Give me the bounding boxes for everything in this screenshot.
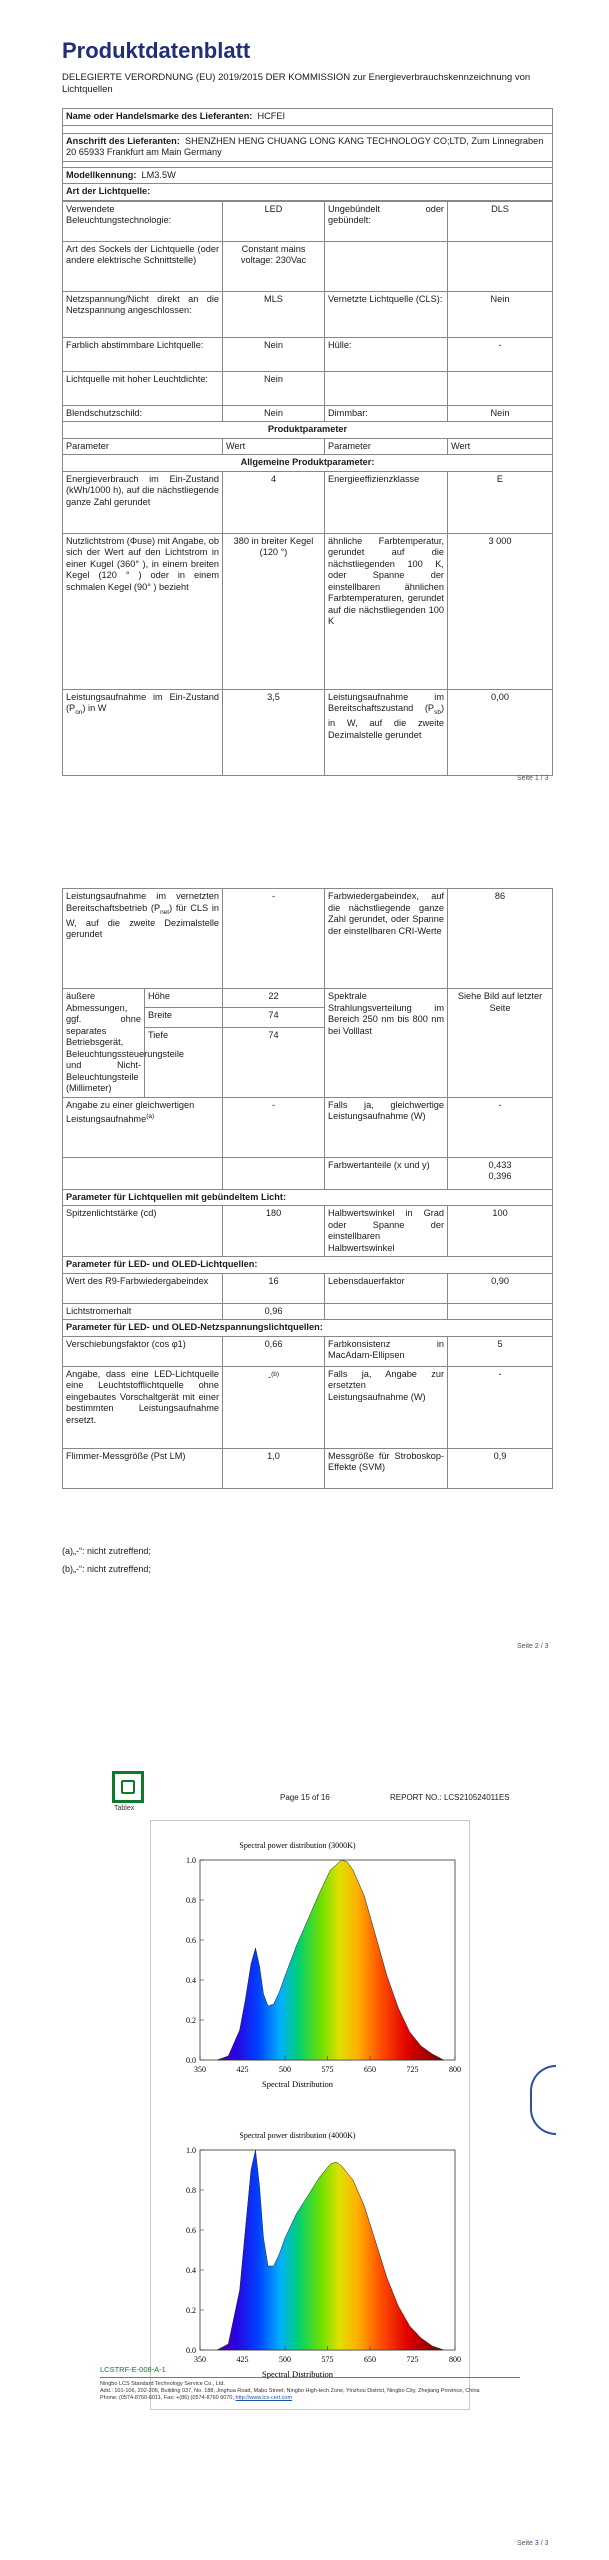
dim-width-value: 74 [223,1008,325,1027]
efficiency-class-value: E [448,471,553,533]
supplier-address: SHENZHEN HENG CHUANG LONG KANG TECHNOLOGY CO;LTD, Zum Linnegraben 20 65933 Frankfurt am Main Germany [66,135,544,157]
x-tick-label: 500 [279,2355,291,2364]
regulation-text: DELEGIERTE VERORDNUNG (EU) 2019/2015 DER KOMMISSION zur Energieverbrauchskennzeichnung von Lichtquellen [62,72,531,95]
r9-value: 16 [223,1273,325,1303]
footnote-b: (b)„-“: nicht zutreffend; [62,1564,151,1574]
maint-label: Lichtstromerhalt [63,1303,223,1320]
standby-value: 0,00 [448,689,553,775]
y-tick-label: 0.6 [186,2226,196,2235]
x-tick-label: 500 [279,2065,291,2074]
y-tick-label: 0.8 [186,2186,196,2195]
y-tick-label: 0.4 [186,1976,196,1985]
x-tick-label: 425 [236,2065,249,2074]
svm-label: Messgröße für Stroboskop-Effekte (SVM) [325,1448,448,1488]
dim-height-value: 22 [223,989,325,1008]
page-number-3: Seite 3 / 3 [517,2540,549,2547]
supplier-address-row: Anschrift des Lieferanten: SHENZHEN HENG CHUANG LONG KANG TECHNOLOGY CO;LTD, Zum Linnegraben 20 65933 Frankfurt am Main Germany [63,133,553,161]
peak-value: 180 [223,1206,325,1257]
envelope-value: - [448,337,553,371]
beam-value: 100 [448,1206,553,1257]
replace-power-value: - [448,1366,553,1448]
y-tick-label: 1.0 [186,2146,196,2155]
footer-address: Ningbo LCS Standard Technology Service Co., Ltd. Add.: 101-106, 202-206, Building 037, No. 188, Jinghua Road, Mabu Street, Ningbo High-tech Zone, Yinzhou District, Ningbo City, Zhejiang Province, China Phone: (0574-8760-6011, Fax: +(86) (0574-8760 6070, http://www.lcs-cert.com [100,2381,480,2401]
glare-label: Blendschutzschild: [63,405,223,422]
datasheet-page-1 [62,108,552,776]
cct-value: 3 000 [448,533,553,689]
mains-value: MLS [223,291,325,337]
dim-width-label: Breite [145,1008,223,1027]
footnote-a: (a)„-“: nicht zutreffend; [62,1546,151,1556]
spectrum-series [217,2150,444,2350]
peak-label: Spitzenlichtstärke (cd) [63,1206,223,1257]
model-id: LM3.5W [141,169,176,180]
consistency-label: Farbkonsistenz in MacAdam-Ellipsen [325,1336,448,1366]
net-standby-value: - [223,889,325,989]
supplier-name: HCFEI [257,111,286,121]
dim-depth-label: Tiefe [145,1027,223,1097]
spectrum-charts [150,1820,470,2410]
maint-value: 0,96 [223,1303,325,1320]
flux-value: 380 in breiter Kegel (120 °) [223,533,325,689]
high-lum-label: Lichtquelle mit hoher Leuchtdichte: [63,371,223,405]
page-number-2: Seite 2 / 3 [517,1643,549,1650]
dimmable-label: Dimmbar: [325,405,448,422]
led-header: Parameter für LED- und OLED-Lichtquellen: [63,1257,553,1274]
light-source-table [62,201,553,776]
page-number-1: Seite 1 / 3 [517,775,549,782]
r9-label: Wert des R9-Farbwiedergabeindex [63,1273,223,1303]
general-params-header: Allgemeine Produktparameter: [63,455,553,472]
x-tick-label: 725 [406,2355,419,2364]
product-params-header: Produktparameter [63,422,553,439]
model-row: Modellkennung: LM3.5W [63,167,553,184]
x-tick-label: 575 [321,2065,334,2074]
glare-value: Nein [223,405,325,422]
directional-label: Ungebündelt oder gebündelt: [325,201,448,241]
dpf-value: 0,66 [223,1336,325,1366]
y-tick-label: 1.0 [186,1856,196,1865]
replace-label: Angabe, dass eine LED-Lichtquelle eine Leuchtstofflichtquelle ohne eingebautes Vorschaltgerät mit einer bestimmten Leistungsaufnahme ersetzt. [63,1366,223,1448]
y-tick-label: 0.2 [186,2306,196,2315]
footer-form-code: LCSTRF-E-008-A-1 [100,2365,166,2374]
replace-value: -$^{(b)}$ [223,1366,325,1448]
power-on-value: 3,5 [223,689,325,775]
directional-value: DLS [448,201,553,241]
standby-label: Leistungsaufnahme im Bereitschaftszustand $(P_{sb})$ in W, auf die zweite Dezimalstelle gerundet [325,689,448,775]
consistency-value: 5 [448,1336,553,1366]
spectrum-series [217,1860,444,2060]
x-tick-label: 800 [449,2355,461,2364]
svm-value: 0,9 [448,1448,553,1488]
directional-header: Parameter für Lichtquellen mit gebündeltem Licht: [63,1189,553,1206]
x-tick-label: 575 [321,2355,334,2364]
report-page-count: Page 15 of 16 [280,1793,330,1802]
logo-caption: Tablex [114,1805,135,1812]
lcs-logo-icon [112,1771,144,1803]
tunable-label: Farblich abstimmbare Lichtquelle: [63,337,223,371]
x-tick-label: 650 [364,2065,376,2074]
cls-value: Nein [448,291,553,337]
x-tick-label: 800 [449,2065,461,2074]
high-lum-value: Nein [223,371,325,405]
supplier-table [62,108,553,201]
x-tick-label: 350 [194,2355,206,2364]
equiv-value: - [223,1097,325,1157]
supplier-name-row: Name oder Handelsmarke des Lieferanten: HCFEI [63,109,553,126]
chart-title: Spectral power distribution (3000K) [239,1841,356,1850]
mains-header: Parameter für LED- und OLED-Netzspannungslichtquellen: [63,1320,553,1337]
y-tick-label: 0.6 [186,1936,196,1945]
footer-website-link[interactable]: http://www.lcs-cert.com [235,2395,293,2401]
x-axis-label: Spectral Distribution [261,2369,334,2379]
cap-value: Constant mains voltage: 230Vac [223,241,325,291]
flicker-label: Flimmer-Messgröße (Pst LM) [63,1448,223,1488]
mains-label: Netzspannung/Nicht direkt an die Netzspannung angeschlossen: [63,291,223,337]
chroma-values: 0,433 0,396 [448,1157,553,1189]
flicker-value: 1,0 [223,1448,325,1488]
cap-label: Art des Sockels der Lichtquelle (oder andere elektrische Schnittstelle) [63,241,223,291]
x-tick-label: 725 [406,2065,419,2074]
x-axis-label: Spectral Distribution [261,2079,334,2089]
col-param-2: Parameter [325,438,448,455]
y-tick-label: 0.8 [186,1896,196,1905]
cct-label: ähnliche Farbtemperatur, gerundet auf die nächstliegenden 100 K, oder Spanne der einstellbaren ähnlichen Farbtemperaturen, gerundet auf die nächstliegenden 100 K [325,533,448,689]
cri-value: 86 [448,889,553,989]
equiv-power-value: - [448,1097,553,1157]
col-param-1: Parameter [63,438,223,455]
equiv-power-label: Falls ja, gleichwertige Leistungsaufnahme (W) [325,1097,448,1157]
dim-height-label: Höhe [145,989,223,1008]
tunable-value: Nein [223,337,325,371]
y-tick-label: 0.4 [186,2266,196,2275]
chroma-label: Farbwertanteile (x und y) [325,1157,448,1189]
y-tick-label: 0.0 [186,2346,196,2355]
dims-label: äußere Abmessungen, ggf. ohne separates Betriebsgerät, Beleuchtungssteuerungsteile und Nicht-Beleuchtungsteile (Millimeter) [63,989,145,1098]
flux-label: Nutzlichtstrom (Φuse) mit Angabe, ob sich der Wert auf den Lichtstrom in einer Kugel (360° ), in einem breiten Kegel (120 ° ) oder in einem schmalen Kegel (90° ) bezieht [63,533,223,689]
energy-value: 4 [223,471,325,533]
col-value-1: Wert [223,438,325,455]
page-title: Produktdatenblatt [62,38,251,63]
col-value-2: Wert [448,438,553,455]
x-tick-label: 350 [194,2065,206,2074]
cls-label: Vernetzte Lichtquelle (CLS): [325,291,448,337]
equiv-label: Angabe zu einer gleichwertigen Leistungsaufnahme$^{(a)}$ [63,1097,223,1157]
beam-label: Halbwertswinkel in Grad oder Spanne der einstellbaren Halbwertswinkel [325,1206,448,1257]
test-report-page [100,1765,525,2485]
tech-label: Verwendete Beleuchtungstechnologie: [63,201,223,241]
power-on-label: Leistungsaufnahme im Ein-Zustand $(P_{on})$ in W [63,689,223,775]
cri-label: Farbwiedergabeindex, auf die nächstliegende ganze Zahl gerundet, oder Spanne der einstellbaren CRI-Werte [325,889,448,989]
life-label: Lebensdauerfaktor [325,1273,448,1303]
dimmable-value: Nein [448,405,553,422]
spectral-value: Siehe Bild auf letzter Seite [448,989,553,1098]
replace-power-label: Falls ja, Angabe zur ersetzten Leistungsaufnahme (W) [325,1366,448,1448]
datasheet-page-2 [62,888,552,1489]
x-tick-label: 650 [364,2355,376,2364]
envelope-label: Hülle: [325,337,448,371]
light-source-type-label: Art der Lichtquelle: [63,184,553,201]
tech-value: LED [223,201,325,241]
energy-label: Energieverbrauch im Ein-Zustand (kWh/1000 h), auf die nächstliegende ganze Zahl gerundet [63,471,223,533]
net-standby-label: Leistungsaufnahme im vernetzten Bereitschaftsbetrieb $(P_{net})$ für CLS in W, auf die zweite Dezimalstelle gerundet [63,889,223,989]
x-tick-label: 425 [236,2355,249,2364]
dpf-label: Verschiebungsfaktor (cos φ1) [63,1336,223,1366]
params-table-2 [62,888,553,1489]
spectral-label: Spektrale Strahlungsverteilung im Bereich 250 nm bis 800 nm bei Volllast [325,989,448,1098]
life-value: 0,90 [448,1273,553,1303]
dim-depth-value: 74 [223,1027,325,1097]
chart-title: Spectral power distribution (4000K) [239,2131,356,2140]
y-tick-label: 0.2 [186,2016,196,2025]
y-tick-label: 0.0 [186,2056,196,2065]
report-number: REPORT NO.: LCS210524011ES [390,1793,510,1802]
efficiency-class-label: Energieeffizienzklasse [325,471,448,533]
seal-stamp-icon [530,2065,556,2135]
